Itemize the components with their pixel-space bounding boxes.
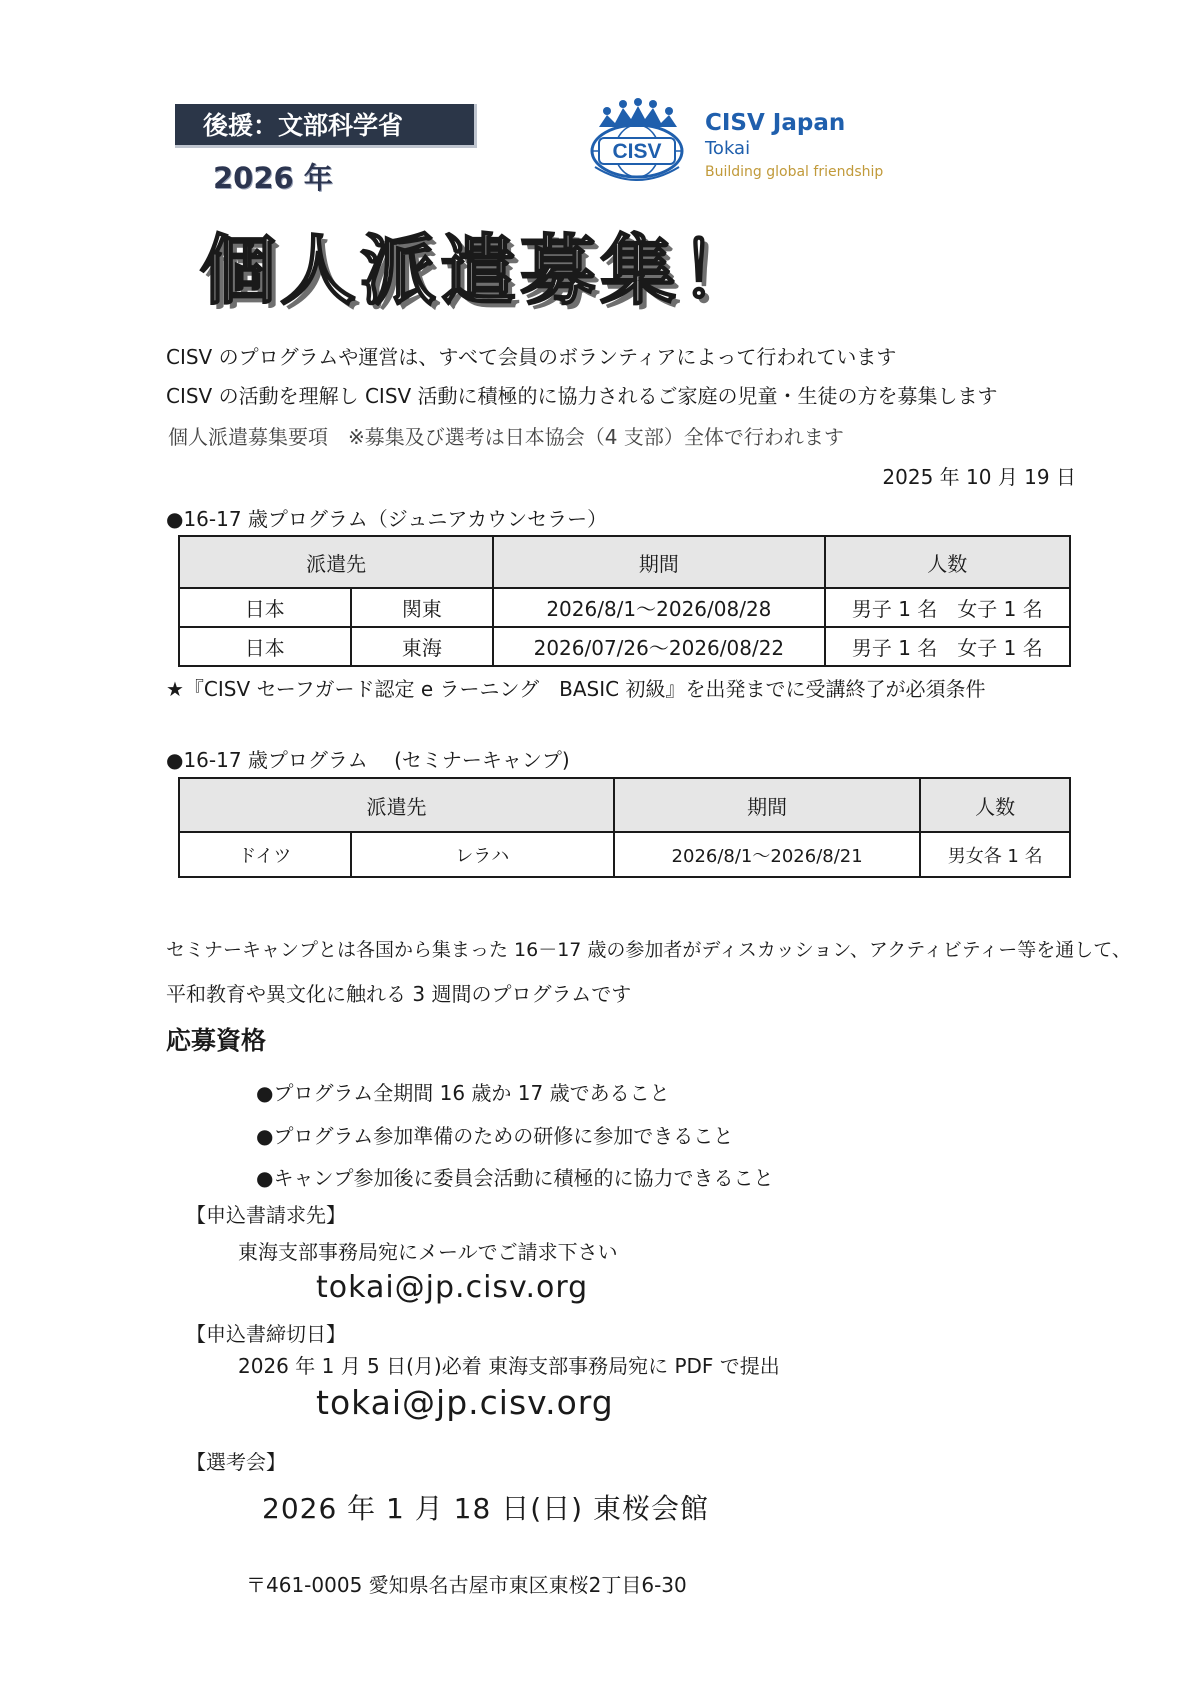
issue-date: 2025 年 10 月 19 日 <box>882 465 1076 489</box>
program-1-heading: ●16-17 歳プログラム（ジュニアカウンセラー） <box>166 507 608 531</box>
header-destination: 派遣先 <box>179 536 493 588</box>
logo-tagline: Building global friendship <box>705 164 884 180</box>
seminar-camp-desc-1: セミナーキャンプとは各国から集まった 16－17 歳の参加者がディスカッション、アクティビティー等を通して、 <box>166 939 1131 961</box>
logo-region: Tokai <box>705 138 751 159</box>
cell-count: 男子 1 名 女子 1 名 <box>825 627 1070 666</box>
logo-mark-text: CISV <box>612 140 662 163</box>
selection-date: 2026 年 1 月 18 日(日) 東桜会館 <box>262 1492 709 1525</box>
deadline-text: 2026 年 1 月 5 日(月)必着 東海支部事務局宛に PDF で提出 <box>238 1354 780 1378</box>
eligibility-item: ●プログラム参加準備のための研修に参加できること <box>256 1124 734 1148</box>
cell-count: 男子 1 名 女子 1 名 <box>825 588 1070 627</box>
cell-place: 東海 <box>351 627 494 666</box>
recruitment-guidelines: 個人派遣募集要項 ※募集及び選考は日本協会（4 支部）全体で行われます <box>168 425 844 449</box>
request-text: 東海支部事務局宛にメールでご請求下さい <box>238 1240 618 1264</box>
header-period: 期間 <box>493 536 824 588</box>
cell-country: ドイツ <box>179 832 351 877</box>
logo-name: CISV Japan <box>705 110 846 136</box>
header-destination: 派遣先 <box>179 778 614 832</box>
program-2-table <box>178 777 1071 878</box>
request-heading: 【申込書請求先】 <box>186 1203 346 1227</box>
cell-place: 関東 <box>351 588 494 627</box>
cell-country: 日本 <box>179 588 351 627</box>
program-1-table <box>178 535 1071 667</box>
table-header-row <box>179 536 1070 588</box>
cell-period: 2026/07/26〜2026/08/22 <box>493 627 824 666</box>
deadline-email-link[interactable]: tokai@jp.cisv.org <box>316 1383 614 1422</box>
venue-address: 〒461-0005 愛知県名古屋市東区東桜2丁目6-30 <box>246 1573 687 1597</box>
table-row <box>179 627 1070 666</box>
eligibility-heading: 応募資格 <box>166 1026 267 1055</box>
cell-count: 男女各 1 名 <box>920 832 1070 877</box>
program-2-heading: ●16-17 歳プログラム (セミナーキャンプ) <box>166 748 570 772</box>
eligibility-item: ●キャンプ参加後に委員会活動に積極的に協力できること <box>256 1166 774 1190</box>
table-row <box>179 588 1070 627</box>
cell-period: 2026/8/1〜2026/08/28 <box>493 588 824 627</box>
year-label: 2026 年 <box>213 161 333 195</box>
table-header-row <box>179 778 1070 832</box>
intro-line-2: CISV の活動を理解し CISV 活動に積極的に協力されるご家庭の児童・生徒の方を募集します <box>166 384 998 408</box>
safeguard-note: ★『CISV セーフガード認定 e ラーニング BASIC 初級』を出発までに受講終了が必須条件 <box>166 677 986 701</box>
header-count: 人数 <box>825 536 1070 588</box>
deadline-heading: 【申込書締切日】 <box>186 1322 346 1346</box>
sponsor-banner: 後援：文部科学省 <box>175 104 477 148</box>
header-period: 期間 <box>614 778 920 832</box>
cell-period: 2026/8/1〜2026/8/21 <box>614 832 920 877</box>
logo-people <box>599 98 677 127</box>
request-email-link[interactable]: tokai@jp.cisv.org <box>316 1270 589 1305</box>
cisv-globe-logo-icon <box>585 97 690 187</box>
header-count: 人数 <box>920 778 1070 832</box>
eligibility-item: ●プログラム全期間 16 歳か 17 歳であること <box>256 1081 670 1105</box>
intro-line-1: CISV のプログラムや運営は、すべて会員のボランティアによって行われています <box>166 345 897 369</box>
cell-place: レラハ <box>351 832 614 877</box>
cell-country: 日本 <box>179 627 351 666</box>
table-row <box>179 832 1070 877</box>
page-title: 個人派遣募集！ <box>200 226 760 315</box>
selection-heading: 【選考会】 <box>186 1450 286 1474</box>
seminar-camp-desc-2: 平和教育や異文化に触れる 3 週間のプログラムです <box>166 982 632 1006</box>
